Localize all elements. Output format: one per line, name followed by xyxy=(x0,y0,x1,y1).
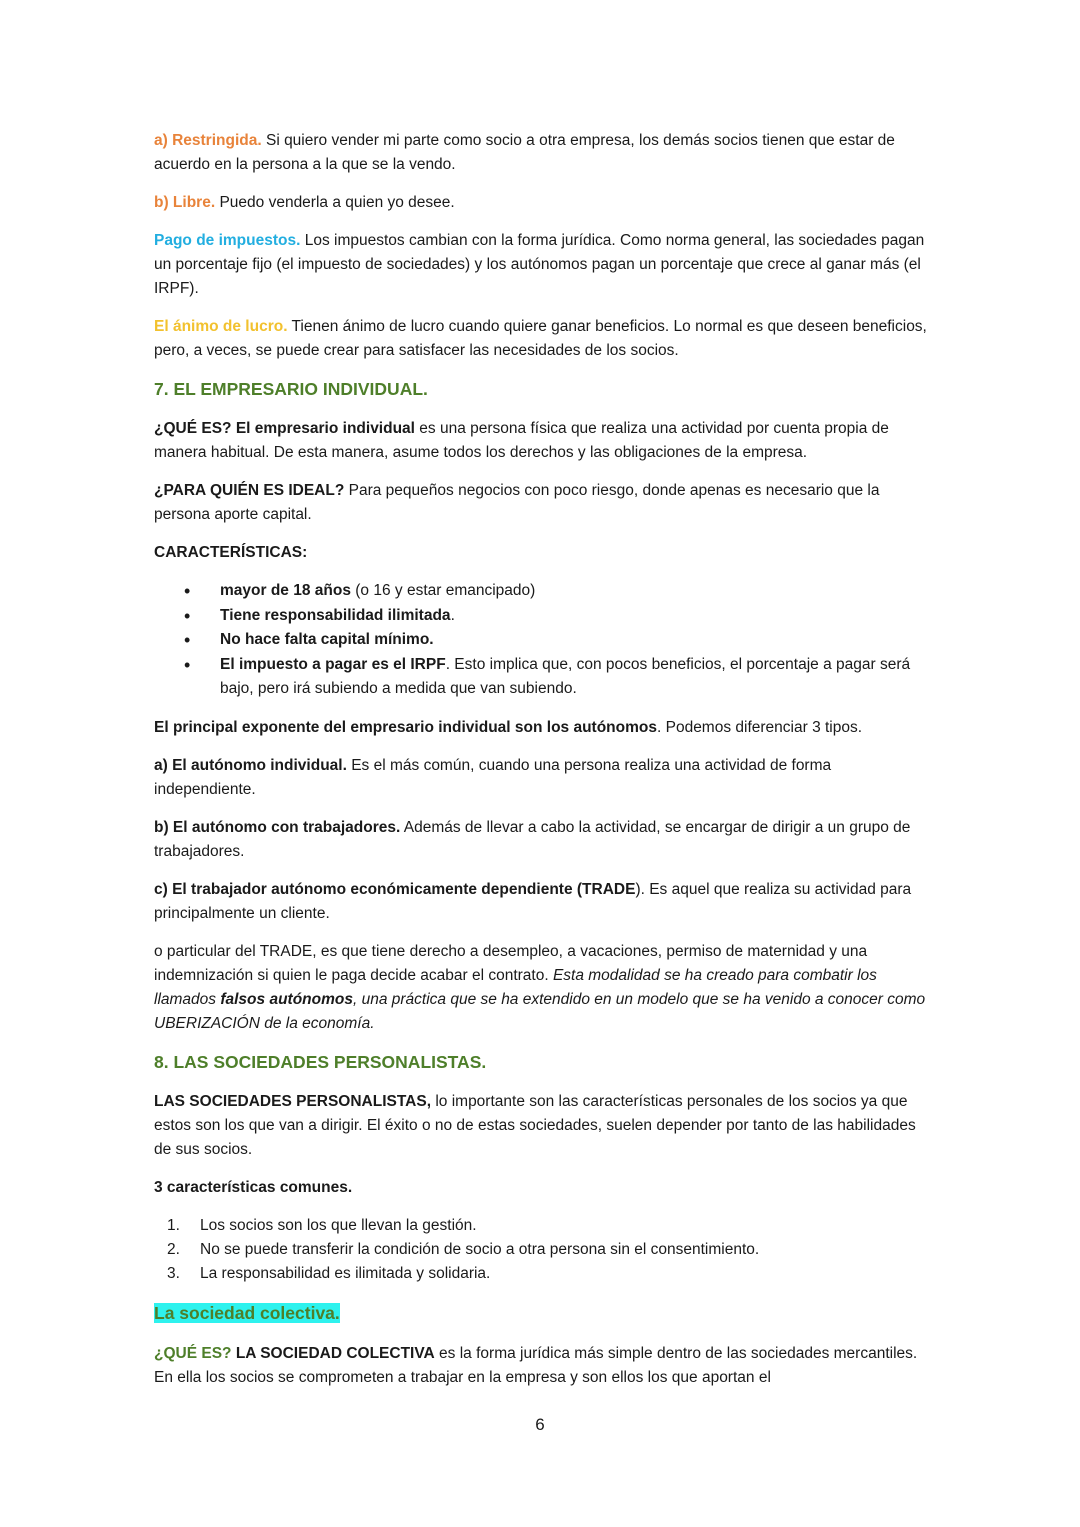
paragraph-libre: b) Libre. Puedo venderla a quien yo desee. xyxy=(154,194,455,211)
list-item: • No hace falta capital mínimo. xyxy=(220,628,930,653)
list-item: • El impuesto a pagar es el IRPF. Esto implica que, con pocos beneficios, el porcentaje a pagar será bajo, pero irá subiendo a medida que van subiendo. xyxy=(220,653,930,702)
list-item: • mayor de 18 años (o 16 y estar emancipado) xyxy=(220,579,930,604)
paragraph-animo-lucro: El ánimo de lucro. Tienen ánimo de lucro cuando quiere ganar beneficios. Lo normal es que deseen beneficios, pero, a veces, se puede crear para satisfacer las necesidades de los socios. xyxy=(154,318,927,359)
paragraph-que-es-empresario: ¿QUÉ ES? El empresario individual es una persona física que realiza una actividad por cuenta propia de manera habitual. De esta manera, asume todos los derechos y las obligaciones de la empresa. xyxy=(154,420,889,461)
paragraph-impuestos: Pago de impuestos. Los impuestos cambian con la forma jurídica. Como norma general, las sociedades pagan un porcentaje fijo (el impuesto de sociedades) y los autónomos pagan un porcentaje que crece al ganar más (el IRPF). xyxy=(154,232,925,297)
paragraph-para-quien: ¿PARA QUIÉN ES IDEAL? Para pequeños negocios con poco riesgo, donde apenas es necesario que la persona aporte capital. xyxy=(154,482,880,523)
section-title-8: 8. LAS SOCIEDADES PERSONALISTAS. xyxy=(154,1051,487,1072)
caracteristicas-list xyxy=(154,579,930,702)
paragraph-trade-particular: o particular del TRADE, es que tiene derecho a desempleo, a vacaciones, permiso de maternidad y una indemnización si quien le paga decide acabar el contrato. Esta modalidad se ha creado para combatir los llamados falsos autónomos, una práctica que se ha extendido en un modelo que se ha venido a conocer como UBERIZACIÓN de la economía. xyxy=(154,942,926,1032)
paragraph-caracteristicas-heading: CARACTERÍSTICAS: xyxy=(154,544,308,561)
paragraph-trade: c) El trabajador autónomo económicamente dependiente (TRADE). Es aquel que realiza su actividad para principalmente un cliente. xyxy=(154,880,912,922)
label-restringida: a) Restringida. xyxy=(154,132,262,149)
paragraph-sociedades-personalistas: LAS SOCIEDADES PERSONALISTAS, lo importante son las características personales de los socios ya que estos son los que van a dirigir. El éxito o no de estas sociedades, suelen depender por tanto de las habilidades de sus socios. xyxy=(154,1092,916,1158)
label-animo-lucro: El ánimo de lucro. xyxy=(154,318,288,335)
paragraph-restringida: a) Restringida. Si quiero vender mi parte como socio a otra empresa, los demás socios tienen que estar de acuerdo en la persona a la que se la vendo. xyxy=(154,132,895,173)
list-item: 3. La responsabilidad es ilimitada y solidaria. xyxy=(167,1264,491,1282)
page-number: 6 xyxy=(535,1415,545,1434)
document-page xyxy=(154,129,930,1404)
list-item: • Tiene responsabilidad ilimitada. xyxy=(220,604,930,629)
caracteristicas-comunes-list xyxy=(154,1214,930,1286)
paragraph-autonomo-individual: a) El autónomo individual. Es el más común, cuando una persona realiza una actividad de forma independiente. xyxy=(154,756,832,798)
label-libre: b) Libre. xyxy=(154,194,216,211)
paragraph-autonomo-trabajadores: b) El autónomo con trabajadores. Además de llevar a cabo la actividad, se encargar de dirigir a un grupo de trabajadores. xyxy=(154,818,911,860)
highlighted-heading: La sociedad colectiva. xyxy=(154,1302,340,1323)
label-impuestos: Pago de impuestos. xyxy=(154,232,301,249)
list-item: 1. Los socios son los que llevan la gestión. xyxy=(167,1216,477,1234)
subsection-title xyxy=(154,1300,930,1328)
paragraph-sociedad-colectiva: ¿QUÉ ES? LA SOCIEDAD COLECTIVA es la forma jurídica más simple dentro de las sociedades mercantiles. En ella los socios se comprometen a trabajar en la empresa y son ellos los que aportan el xyxy=(154,1344,918,1386)
paragraph-caracteristicas-comunes: 3 características comunes. xyxy=(154,1178,353,1196)
section-title-7: 7. EL EMPRESARIO INDIVIDUAL. xyxy=(154,379,428,399)
list-item: 2. No se puede transferir la condición de socio a otra persona sin el consentimiento. xyxy=(167,1240,760,1258)
paragraph-principal-exponente: El principal exponente del empresario individual son los autónomos. Podemos diferenciar 3 tipos. xyxy=(154,718,863,736)
